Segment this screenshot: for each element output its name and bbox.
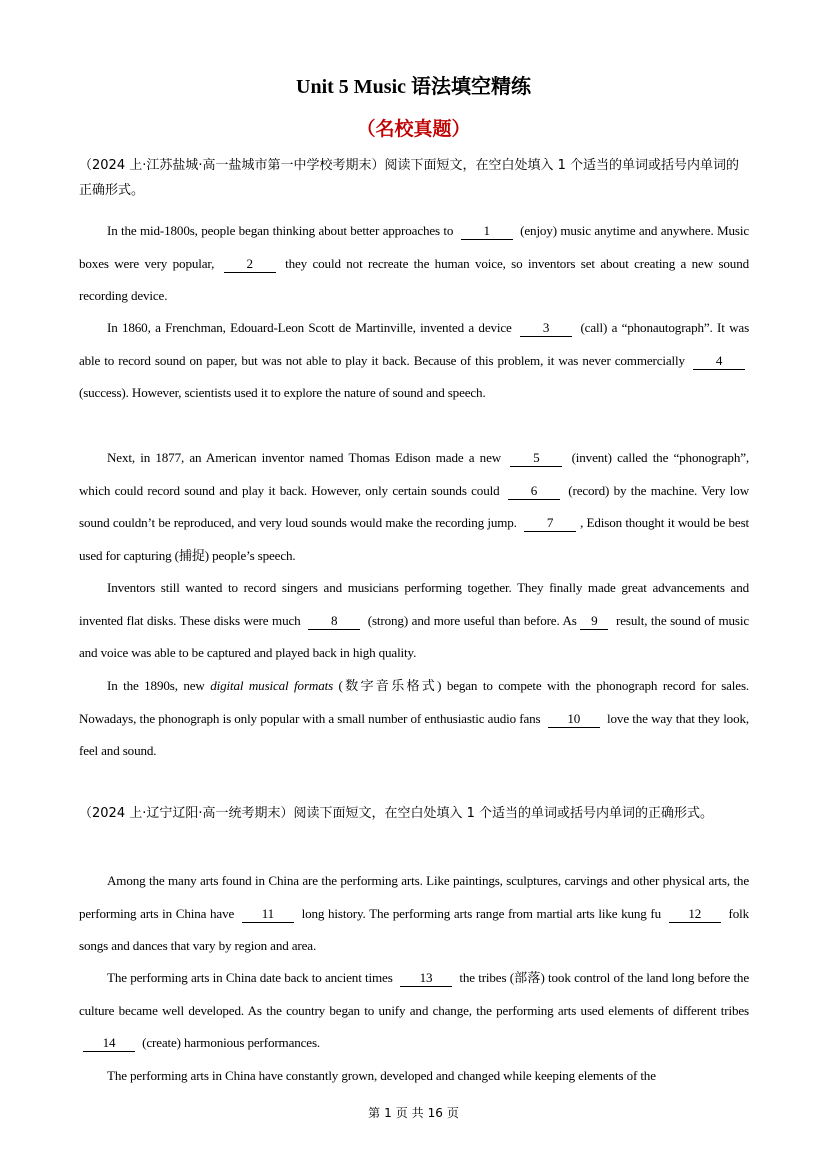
blank-13[interactable]: 13 [400,970,452,987]
passage2-paragraph-1: Among the many arts found in China are the performing arts. Like paintings, sculptures, carvings and other physical arts, the performing arts in China have 11 long history. The performing arts range from martial arts like kung fu 12 folk songs and dances that vary by region and area. [79,873,750,954]
blank-2[interactable]: 2 [224,256,276,273]
page-title: Unit 5 Music 语法填空精练 [296,76,531,98]
passage1-source: （2024 上·江苏盐城·高一盐城市第一中学校考期末）阅读下面短文，在空白处填入 1 个适当的单词或括号内单词的正确形式。 [79,158,740,198]
blank-1[interactable]: 1 [461,223,513,240]
blank-11[interactable]: 11 [242,906,294,923]
blank-3[interactable]: 3 [520,320,572,337]
blank-10[interactable]: 10 [548,711,600,728]
blank-5[interactable]: 5 [510,450,562,467]
blank-4[interactable]: 4 [693,353,745,370]
blank-14[interactable]: 14 [83,1035,135,1052]
page-footer: 第 1 页 共 16 页 [368,1106,459,1120]
blank-7[interactable]: 7 [524,515,576,532]
passage2-paragraph-3: The performing arts in China have constantly grown, developed and changed while keeping elements of the [107,1068,656,1083]
passage2-source: （2024 上·辽宁辽阳·高一统考期末）阅读下面短文，在空白处填入 1 个适当的单词或括号内单词的正确形式。 [79,806,714,821]
passage2-paragraph-2: The performing arts in China date back to ancient times 13 the tribes (部落) took control of the land long before the culture became well developed. As the country began to unify and change, the performing arts used elements of different tribes 14 (create) harmonious performances. [79,970,749,1051]
blank-12[interactable]: 12 [669,906,721,923]
blank-6[interactable]: 6 [508,483,560,500]
blank-8[interactable]: 8 [308,613,360,630]
total-page-count: 16 [427,1106,443,1120]
passage1-paragraph-5: In the 1890s, new digital musical formats (数字音乐格式) began to compete with the phonograph record for sales. Nowadays, the phonograph is only popular with a small number of enthusiastic audio fans 10 love the way that they look, feel and sound. [79,678,750,759]
current-page-number: 1 [384,1106,392,1120]
passage1-paragraph-2: In 1860, a Frenchman, Edouard-Leon Scott de Martinville, invented a device 3 (call) a “phonautograph”. It was able to record sound on paper, but was not able to play it back. Because of this problem, it was never commercially 4 (success). However, scientists used it to explore the nature of sound and speech. [79,320,750,401]
blank-9[interactable]: 9 [580,613,608,630]
page-subtitle: （名校真题） [356,118,471,140]
passage1-paragraph-1: In the mid-1800s, people began thinking about better approaches to 1 (enjoy) music anytime and anywhere. Music boxes were very popular, 2 they could not recreate the human voice, so inventors set about creating a new sound recording device. [79,223,749,304]
emphasis-text: digital musical formats [210,678,334,693]
passage1-paragraph-3: Next, in 1877, an American inventor named Thomas Edison made a new 5 (invent) called the “phonograph”, which could record sound and play it back. However, only certain sounds could 6 (record) by the machine. Very low sound couldn’t be reproduced, and very loud sounds would make the recording jump. 7 , Edison thought it would be best used for capturing (捕捉) people’s speech. [79,450,750,563]
passage1-paragraph-4: Inventors still wanted to record singers and musicians performing together. They finally made great advancements and invented flat disks. These disks were much 8 (strong) and more useful than before. As 9 result, the sound of music and voice was able to be captured and played back in high quality. [79,580,750,661]
